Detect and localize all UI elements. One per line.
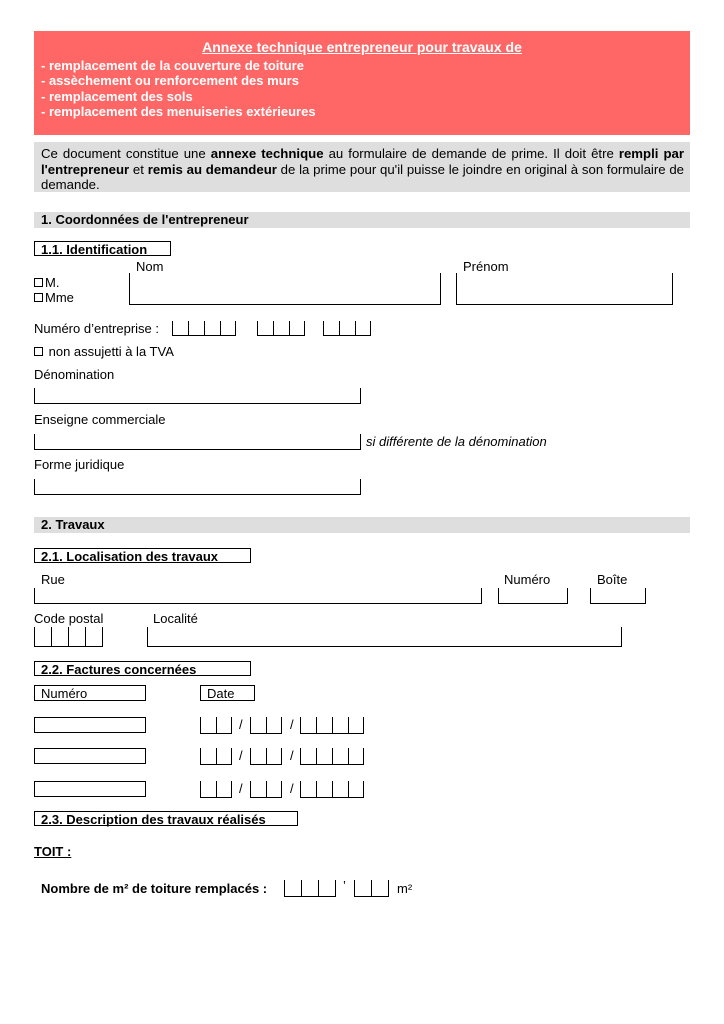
banner-item-toiture: - remplacement de la couverture de toiture	[41, 58, 304, 73]
factures-date-header: Date	[200, 685, 255, 701]
date-sep: /	[290, 748, 294, 763]
numero-label: Numéro	[504, 572, 551, 587]
forme-juridique-field[interactable]	[34, 479, 361, 495]
rue-field[interactable]	[34, 588, 482, 604]
header-banner	[34, 31, 690, 135]
subsection-identification: 1.1. Identification	[34, 241, 171, 256]
date-sep: /	[239, 717, 243, 732]
factures-numero-header: Numéro	[34, 685, 146, 701]
civility-mme[interactable]: Mme	[34, 290, 74, 305]
section-1-header: 1. Coordonnées de l'entrepreneur	[34, 212, 690, 228]
facture-1-numero[interactable]	[34, 717, 146, 733]
m2-decimal-cells[interactable]	[354, 880, 389, 897]
checkbox-m[interactable]	[34, 278, 43, 287]
subsection-description: 2.3. Description des travaux réalisés	[34, 811, 298, 826]
numero-field[interactable]	[498, 588, 568, 604]
denomination-field[interactable]	[34, 388, 361, 404]
toit-label: TOIT :	[34, 844, 72, 859]
subsection-factures: 2.2. Factures concernées	[34, 661, 251, 676]
decimal-separator: ’	[343, 878, 346, 893]
facture-2-jour[interactable]	[200, 748, 232, 765]
code-postal-cells[interactable]	[34, 627, 103, 647]
section-2-header: 2. Travaux	[34, 517, 690, 533]
numero-entreprise-cells-2[interactable]	[257, 321, 305, 336]
facture-2-numero[interactable]	[34, 748, 146, 764]
boite-field[interactable]	[590, 588, 646, 604]
facture-3-numero[interactable]	[34, 781, 146, 797]
rue-label: Rue	[41, 572, 65, 587]
facture-2-annee[interactable]	[300, 748, 364, 765]
numero-entreprise-cells-3[interactable]	[323, 321, 371, 336]
date-sep: /	[290, 781, 294, 796]
numero-entreprise-label: Numéro d’entreprise :	[34, 321, 159, 336]
facture-3-jour[interactable]	[200, 781, 232, 798]
banner-item-murs: - assèchement ou renforcement des murs	[41, 73, 299, 88]
banner-title: Annexe technique entrepreneur pour travaux de	[202, 39, 522, 55]
checkbox-tva[interactable]	[34, 347, 43, 356]
intro-text: Ce document constitue une annexe technique au formulaire de demande de prime. Il doit être rempli par l'entrepreneur et remis au demandeur de la prime pour qu'il puisse le joindre en original à son formulaire de demande.	[41, 146, 684, 192]
facture-3-mois[interactable]	[250, 781, 282, 798]
m2-toiture-label: Nombre de m² de toiture remplacés :	[41, 881, 268, 896]
nom-label: Nom	[136, 259, 164, 274]
m2-unit: m²	[397, 881, 413, 896]
denomination-label: Dénomination	[34, 367, 115, 382]
facture-3-annee[interactable]	[300, 781, 364, 798]
facture-2-mois[interactable]	[250, 748, 282, 765]
civility-m[interactable]: M.	[34, 275, 59, 290]
enseigne-label: Enseigne commerciale	[34, 412, 166, 427]
date-sep: /	[239, 748, 243, 763]
date-sep: /	[239, 781, 243, 796]
boite-label: Boîte	[597, 572, 628, 587]
facture-1-jour[interactable]	[200, 717, 232, 734]
facture-1-mois[interactable]	[250, 717, 282, 734]
prenom-field[interactable]	[456, 273, 673, 305]
prenom-label: Prénom	[463, 259, 509, 274]
localite-label: Localité	[153, 611, 198, 626]
subsection-localisation: 2.1. Localisation des travaux	[34, 548, 251, 563]
banner-item-menuiseries: - remplacement des menuiseries extérieures	[41, 104, 316, 119]
banner-item-sols: - remplacement des sols	[41, 89, 193, 104]
enseigne-note: si différente de la dénomination	[366, 434, 547, 449]
forme-juridique-label: Forme juridique	[34, 457, 125, 472]
localite-field[interactable]	[147, 627, 622, 647]
facture-1-annee[interactable]	[300, 717, 364, 734]
m2-integer-cells[interactable]	[284, 880, 336, 897]
code-postal-label: Code postal	[34, 611, 104, 626]
enseigne-field[interactable]	[34, 434, 361, 450]
checkbox-mme[interactable]	[34, 293, 43, 302]
numero-entreprise-cells-1[interactable]	[172, 321, 236, 336]
tva-option[interactable]: non assujetti à la TVA	[34, 344, 174, 359]
nom-field[interactable]	[129, 273, 441, 305]
intro-box	[34, 142, 690, 192]
date-sep: /	[290, 717, 294, 732]
